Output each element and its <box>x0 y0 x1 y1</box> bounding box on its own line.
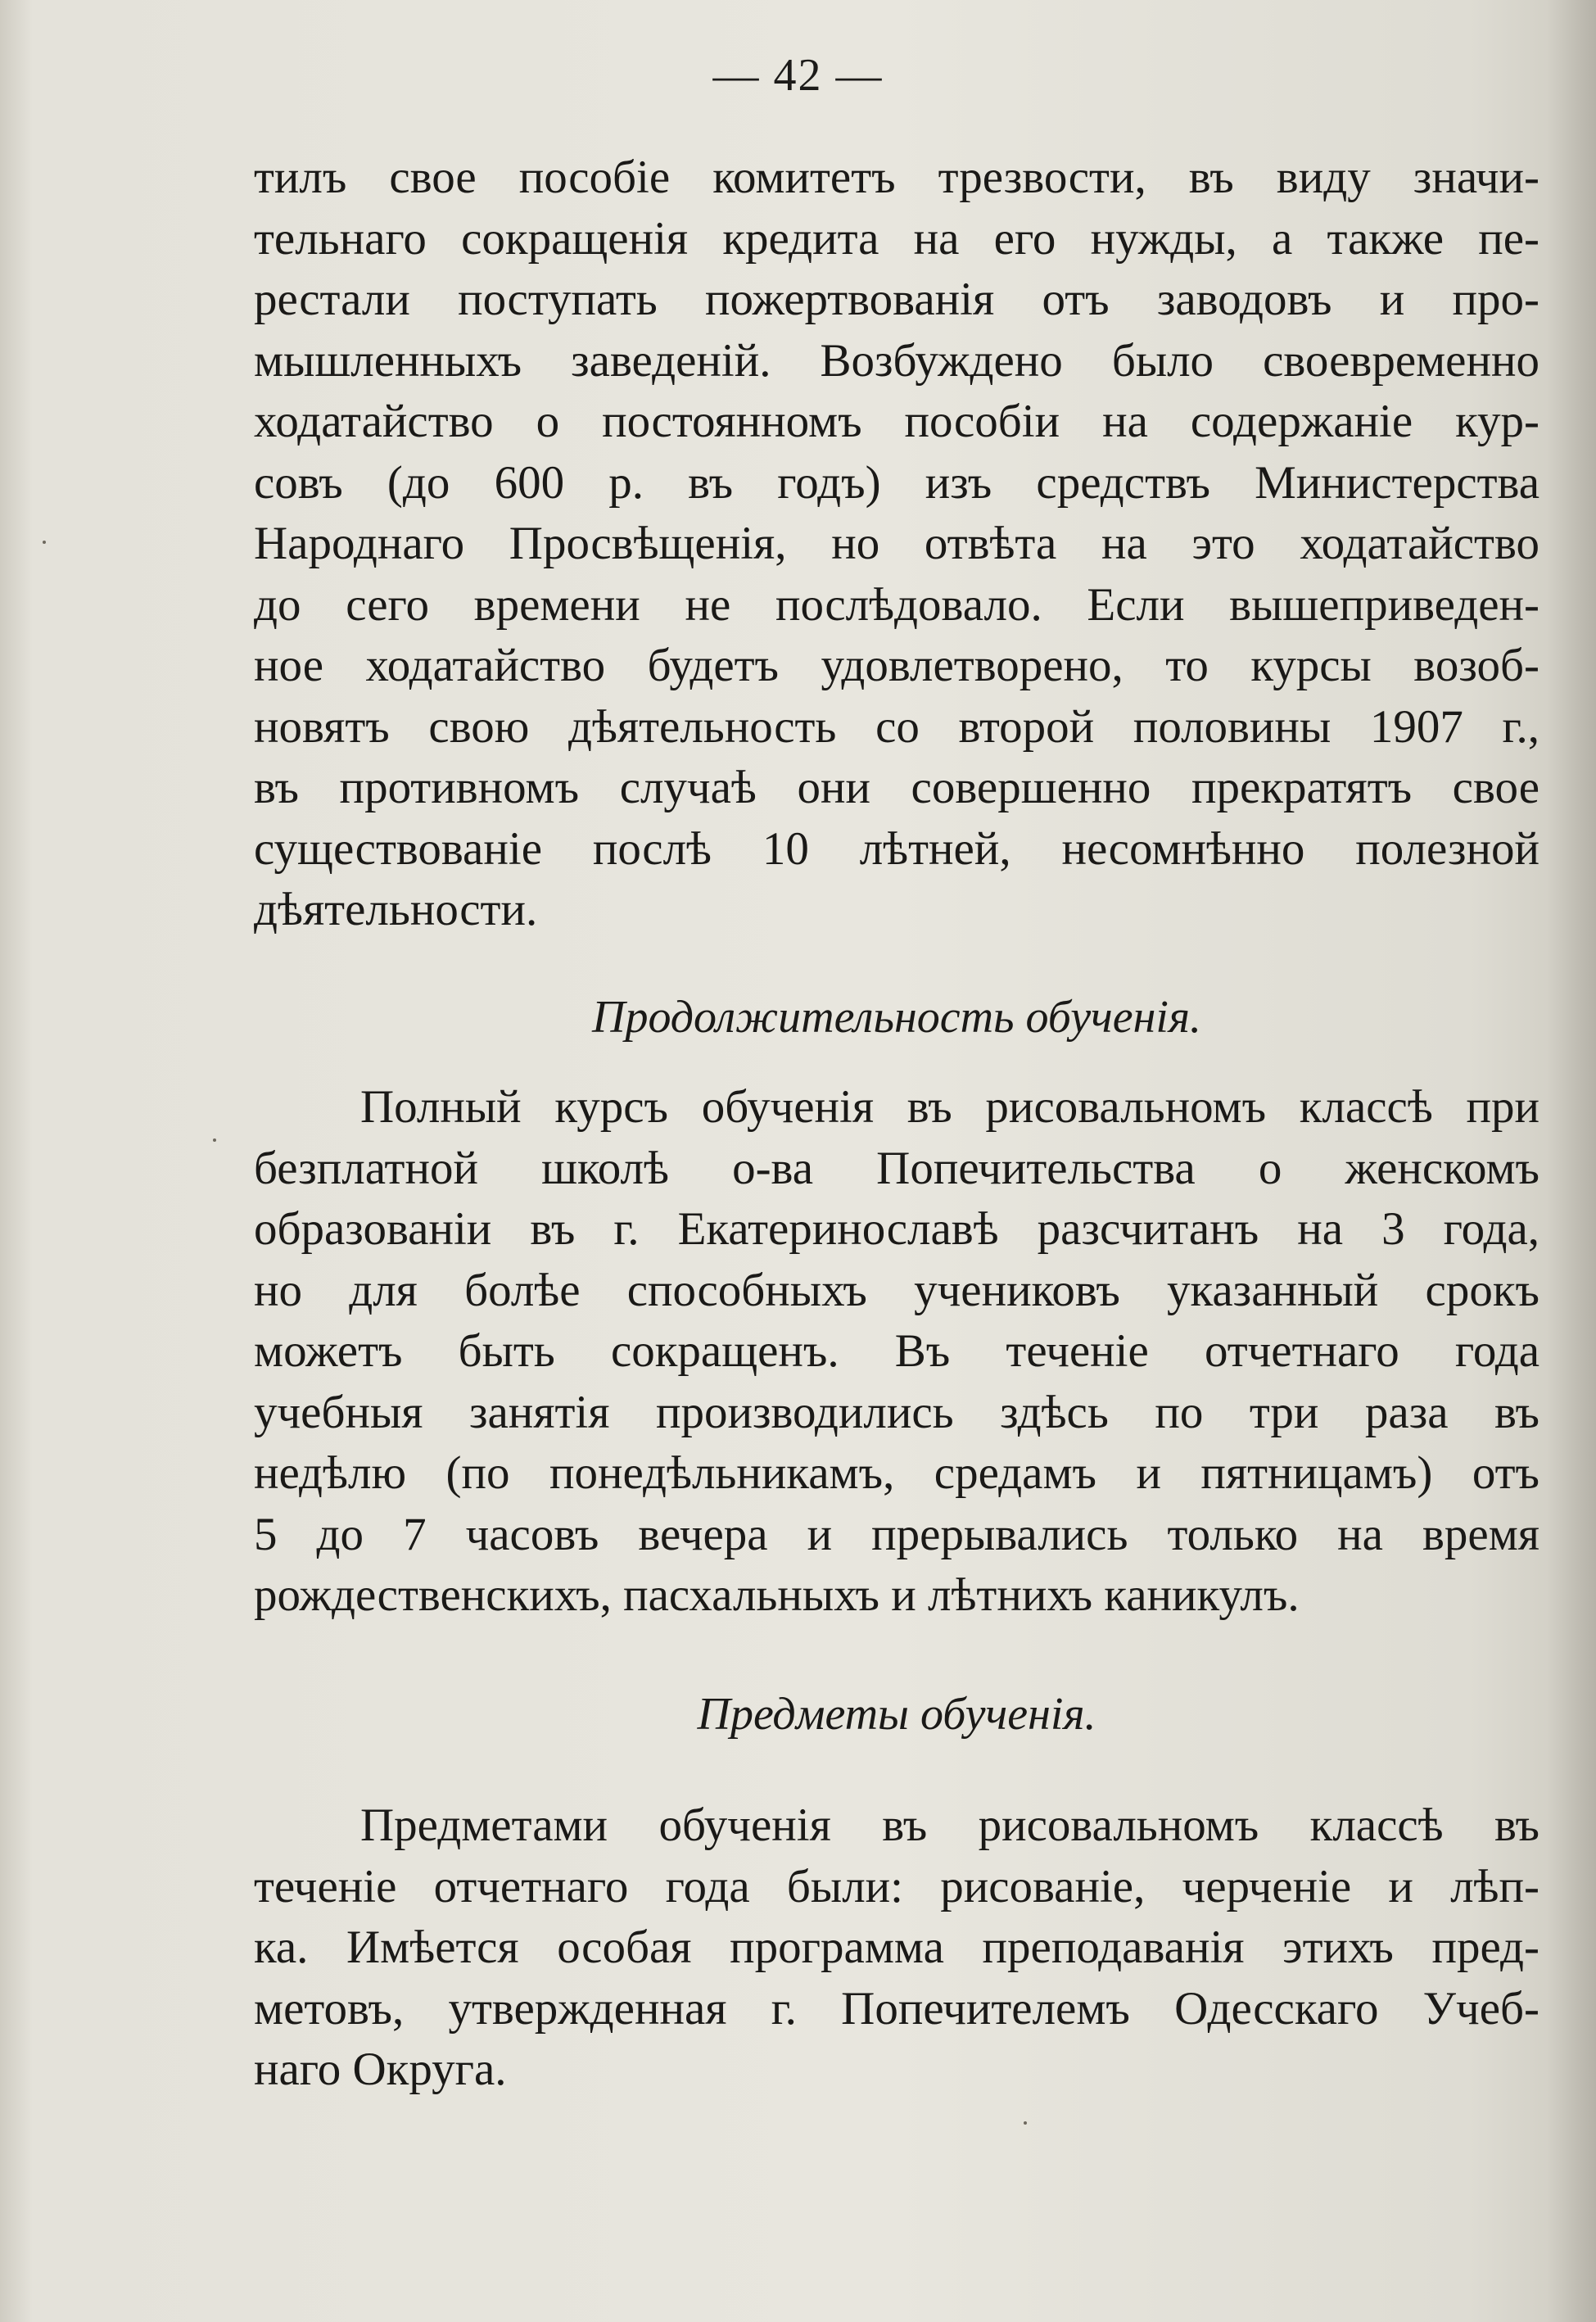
paragraph-2-line: недѣлю (по понедѣльникамъ, средамъ и пятницамъ) отъ <box>254 1447 1539 1499</box>
paragraph-1-line: новятъ свою дѣятельность со второй половины 1907 г., <box>254 700 1539 753</box>
paragraph-3-line: метовъ, утвержденная г. Попечителемъ Одесскаго Учеб- <box>254 1982 1539 2035</box>
paragraph-1-line: тельнаго сокращенія кредита на его нужды, а также пе- <box>254 212 1539 265</box>
paragraph-3-line: теченіе отчетнаго года были: рисованіе, черченіе и лѣп- <box>254 1860 1539 1912</box>
paragraph-1 <box>254 147 1539 941</box>
paragraph-1-line: совъ (до 600 р. въ годъ) изъ средствъ Министерства <box>254 456 1539 509</box>
paragraph-2-line: образованіи въ г. Екатеринославѣ разсчитанъ на 3 года, <box>254 1203 1539 1255</box>
paragraph-3-line: ка. Имѣется особая программа преподаванія этихъ пред- <box>254 1921 1539 1973</box>
paragraph-2-line: можетъ быть сокращенъ. Въ теченіе отчетнаго года <box>254 1325 1539 1377</box>
paragraph-3-line: наго Округа. <box>254 2044 507 2095</box>
paragraph-2-line: учебныя занятія производились здѣсь по три раза въ <box>254 1386 1539 1438</box>
paragraph-1-line: до сего времени не послѣдовало. Если вышеприведен- <box>254 578 1539 631</box>
section-heading-duration: Продолжительность обученія. <box>592 991 1201 1043</box>
paragraph-1-line: рестали поступать пожертвованія отъ заводовъ и про- <box>254 274 1539 325</box>
page-body <box>254 147 1539 2101</box>
paragraph-2-line: рождественскихъ, пасхальныхъ и лѣтнихъ каникулъ. <box>254 1569 1300 1621</box>
section-heading-subjects: Предметы обученія. <box>697 1688 1096 1740</box>
paper-speck <box>1024 2121 1027 2125</box>
page-edge-shadow <box>1547 0 1596 2322</box>
paragraph-1-line: мышленныхъ заведеній. Возбуждено было своевременно <box>254 334 1539 387</box>
paragraph-1-line: въ противномъ случаѣ они совершенно прекратятъ свое <box>254 762 1539 813</box>
paper-speck <box>43 541 46 544</box>
paragraph-2-line: 5 до 7 часовъ вечера и прерывались только на время <box>254 1508 1539 1560</box>
paragraph-2 <box>254 1077 1539 1627</box>
paper-speck <box>213 1138 216 1142</box>
page-number: — 42 — <box>712 50 884 101</box>
paragraph-2-line: Полный курсъ обученія въ рисовальномъ классѣ при <box>360 1081 1539 1133</box>
paragraph-1-line: тилъ свое пособіе комитетъ трезвости, въ виду значи- <box>254 152 1539 203</box>
paragraph-1-line: ное ходатайство будетъ удовлетворено, то курсы возоб- <box>254 640 1539 691</box>
paragraph-1-line: дѣятельности. <box>254 884 538 935</box>
paragraph-1-line: Народнаго Просвѣщенія, но отвѣта на это ходатайство <box>254 518 1539 569</box>
paragraph-2-line: но для болѣе способныхъ учениковъ указанный срокъ <box>254 1264 1539 1316</box>
paragraph-1-line: ходатайство о постоянномъ пособіи на содержаніе кур- <box>254 396 1539 447</box>
paragraph-3 <box>254 1795 1539 2101</box>
paragraph-2-line: безплатной школѣ о-ва Попечительства о женскомъ <box>254 1142 1539 1194</box>
paragraph-1-line: существованіе послѣ 10 лѣтней, несомнѣнно полезной <box>254 822 1539 875</box>
paragraph-3-line: Предметами обученія въ рисовальномъ классѣ въ <box>360 1799 1539 1851</box>
